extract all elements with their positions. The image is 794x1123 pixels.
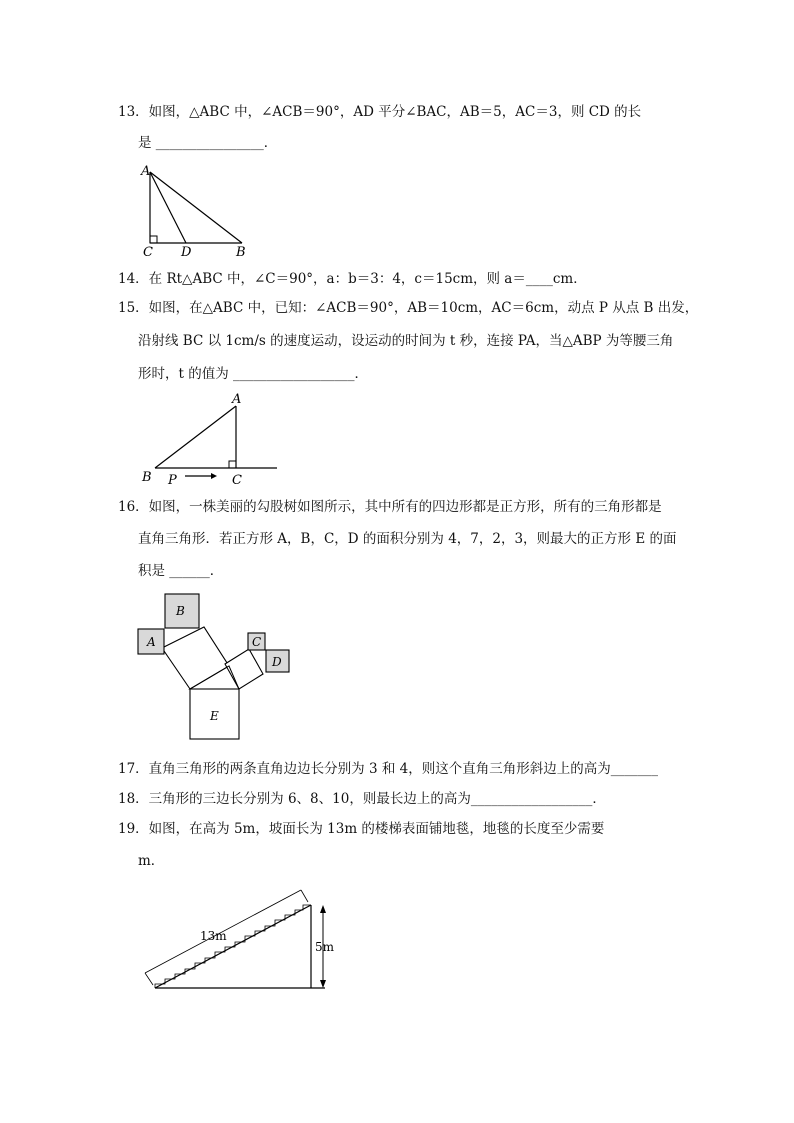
q13-triangle-figure <box>130 160 260 260</box>
q15-text-line1: 15．如图，在△ABC 中，已知：∠ACB＝90°，AB＝10cm，AC＝6cm，动点 P 从点 B 出发， <box>118 300 699 316</box>
q13-label-b: B <box>236 245 246 260</box>
q16-label-b: B <box>176 604 185 618</box>
q15-label-b: B <box>142 470 152 485</box>
q16-text-line3: 积是 ______． <box>138 563 224 579</box>
q19-text-line1: 19．如图，在高为 5m，坡面长为 13m 的楼梯表面铺地毯，地毯的长度至少需要 <box>118 821 605 837</box>
q14-text-line1: 14．在 Rt△ABC 中，∠C＝90°，a：b＝3：4，c＝15cm，则 a＝____cm． <box>118 271 587 287</box>
q15-text-line3: 形时，t 的值为 __________________． <box>138 366 369 382</box>
q17-text-line1: 17．直角三角形的两条直角边边长分别为 3 和 4，则这个直角三角形斜边上的高为_______ <box>118 761 658 777</box>
q13-label-a: A <box>141 164 151 179</box>
q16-label-e: E <box>210 709 219 723</box>
q19-slope-label: 13m <box>200 929 227 943</box>
q16-label-d: D <box>272 655 282 669</box>
q16-text-line1: 16．如图，一株美丽的勾股树如图所示，其中所有的四边形都是正方形，所有的三角形都是 <box>118 499 662 515</box>
q18-text-line1: 18．三角形的三边长分别为 6、8、10，则最长边上的高为__________________． <box>118 791 606 807</box>
q16-label-c: C <box>252 635 262 649</box>
q19-height-label: 5m <box>315 940 335 954</box>
q15-label-a: A <box>232 392 242 407</box>
q15-label-p: P <box>168 473 177 488</box>
q19-text-line2: m． <box>138 853 165 869</box>
q16-text-line2: 直角三角形．若正方形 A，B，C，D 的面积分别为 4，7，2，3，则最大的正方形 E 的面 <box>138 531 677 547</box>
q13-text-line1: 13．如图，△ABC 中，∠ACB＝90°，AD 平分∠BAC，AB＝5，AC＝3，则 CD 的长 <box>118 104 642 120</box>
q13-label-c: C <box>143 245 153 260</box>
q15-label-c: C <box>232 473 242 488</box>
q13-text-line2: 是 ________________． <box>138 135 278 151</box>
q16-pythagoras-tree-figure <box>130 585 300 745</box>
q19-staircase-figure <box>140 885 345 997</box>
q15-text-line2: 沿射线 BC 以 1cm/s 的速度运动，设运动的时间为 t 秒，连接 PA，当△ABP 为等腰三角 <box>138 333 674 349</box>
q13-label-d: D <box>181 245 192 260</box>
q16-label-a: A <box>147 635 156 649</box>
q15-triangle-figure <box>135 388 285 488</box>
